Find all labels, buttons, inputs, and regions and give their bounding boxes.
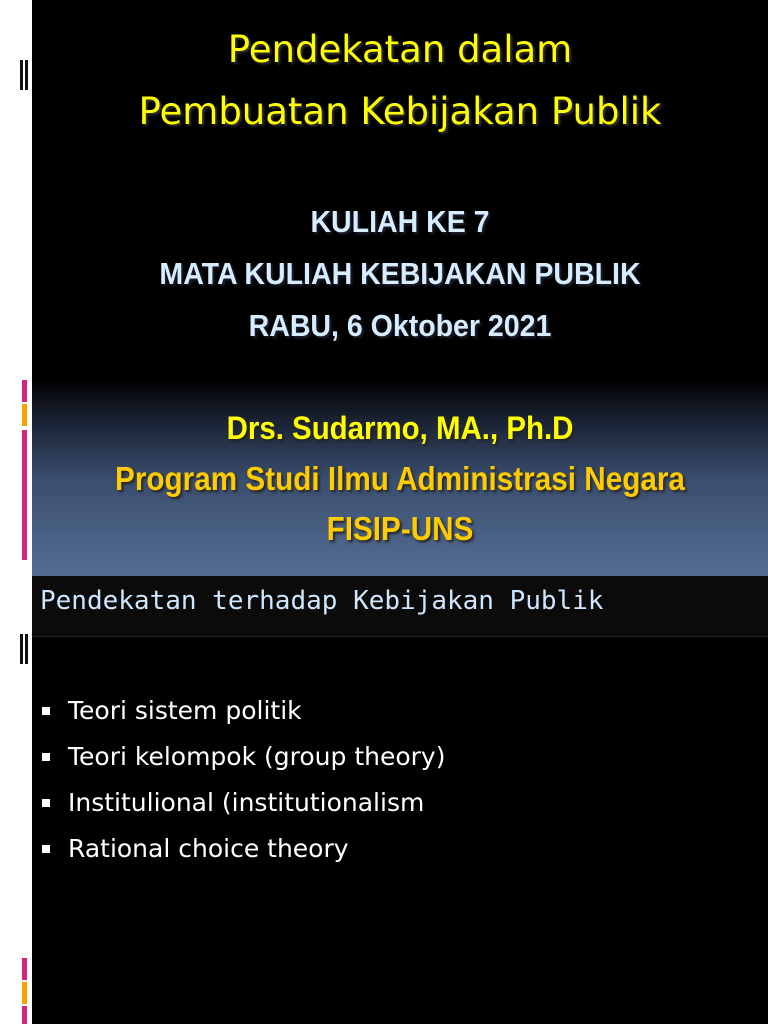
accent-bar-pink [22, 958, 27, 980]
slide-edge-marker [20, 60, 23, 90]
square-bullet-icon [42, 753, 50, 761]
left-margin-strip [0, 0, 32, 1024]
slide-edge-marker [25, 60, 28, 90]
lecture-number: KULIAH KE 7 [310, 204, 490, 239]
list-item-text: Institulional (institutionalism [68, 788, 425, 817]
slide-title-line-2: Pembuatan Kebijakan Publik [138, 90, 662, 133]
list-item-text: Teori kelompok (group theory) [68, 742, 446, 771]
list-item [42, 826, 445, 872]
square-bullet-icon [42, 845, 50, 853]
accent-bar-pink [22, 1006, 27, 1024]
accent-bar-pink [22, 380, 27, 402]
slide-title: Pendekatan terhadap Kebijakan Publik [40, 586, 604, 616]
slide-title-band [32, 576, 768, 637]
list-item-text: Rational choice theory [68, 834, 349, 863]
accent-bar-orange [22, 404, 27, 426]
slide-edge-marker [20, 634, 23, 664]
title-slide [32, 0, 768, 576]
square-bullet-icon [42, 799, 50, 807]
bullet-list [42, 688, 445, 872]
faculty-name: FISIP-UNS [326, 510, 474, 547]
lecture-date: RABU, 6 Oktober 2021 [248, 308, 552, 343]
author-name: Drs. Sudarmo, MA., Ph.D [226, 410, 574, 446]
list-item [42, 780, 445, 826]
list-item [42, 688, 445, 734]
list-item [42, 734, 445, 780]
course-name: MATA KULIAH KEBIJAKAN PUBLIK [159, 256, 641, 291]
square-bullet-icon [42, 707, 50, 715]
slide-title-line-1: Pendekatan dalam [227, 28, 573, 71]
accent-bar-orange [22, 982, 27, 1004]
slide-edge-marker [25, 634, 28, 664]
content-slide [32, 576, 768, 1024]
study-program: Program Studi Ilmu Administrasi Negara [115, 460, 685, 497]
list-item-text: Teori sistem politik [68, 696, 302, 725]
accent-bar-pink [22, 430, 27, 560]
